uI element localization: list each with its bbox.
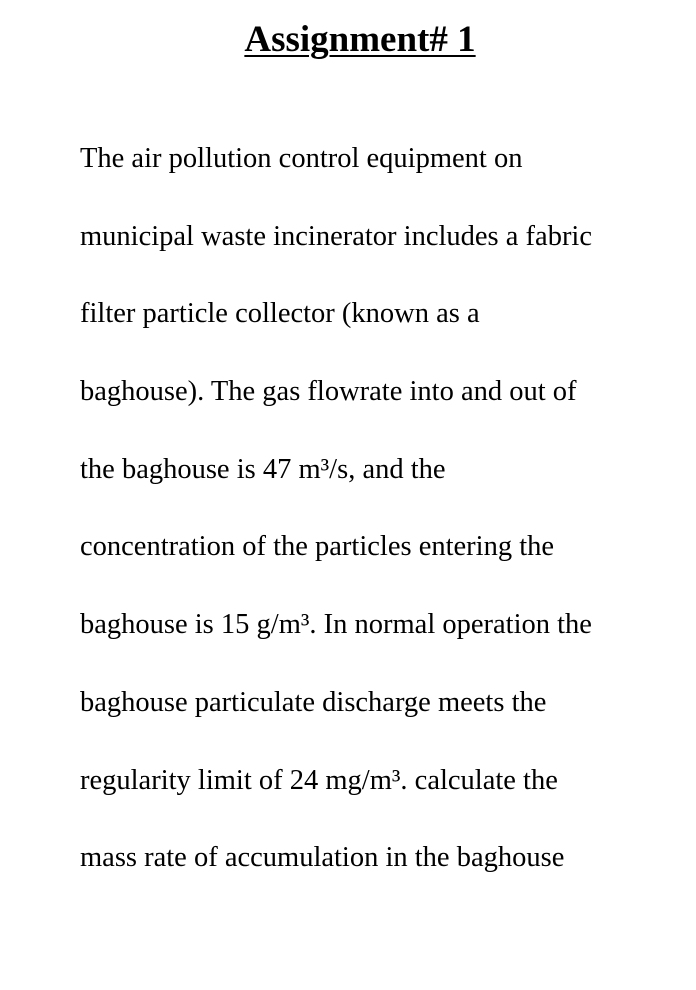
text-line: baghouse). The gas flowrate into and out of: [80, 376, 577, 408]
text-line: baghouse is 15 g/m³. In normal operation the: [80, 609, 592, 641]
problem-statement: [80, 137, 690, 914]
page-title: Assignment# 1: [244, 19, 476, 60]
text-line: filter particle collector (known as a: [80, 298, 480, 330]
text-line: mass rate of accumulation in the baghouse: [80, 842, 565, 874]
text-line: regularity limit of 24 mg/m³. calculate the: [80, 764, 558, 796]
text-line: municipal waste incinerator includes a fabric: [80, 220, 592, 252]
text-line: baghouse particulate discharge meets the: [80, 686, 547, 718]
text-line: concentration of the particles entering the: [80, 531, 555, 563]
text-line: The air pollution control equipment on: [80, 143, 523, 174]
text-line: the baghouse is 47 m³/s, and the: [80, 453, 446, 485]
